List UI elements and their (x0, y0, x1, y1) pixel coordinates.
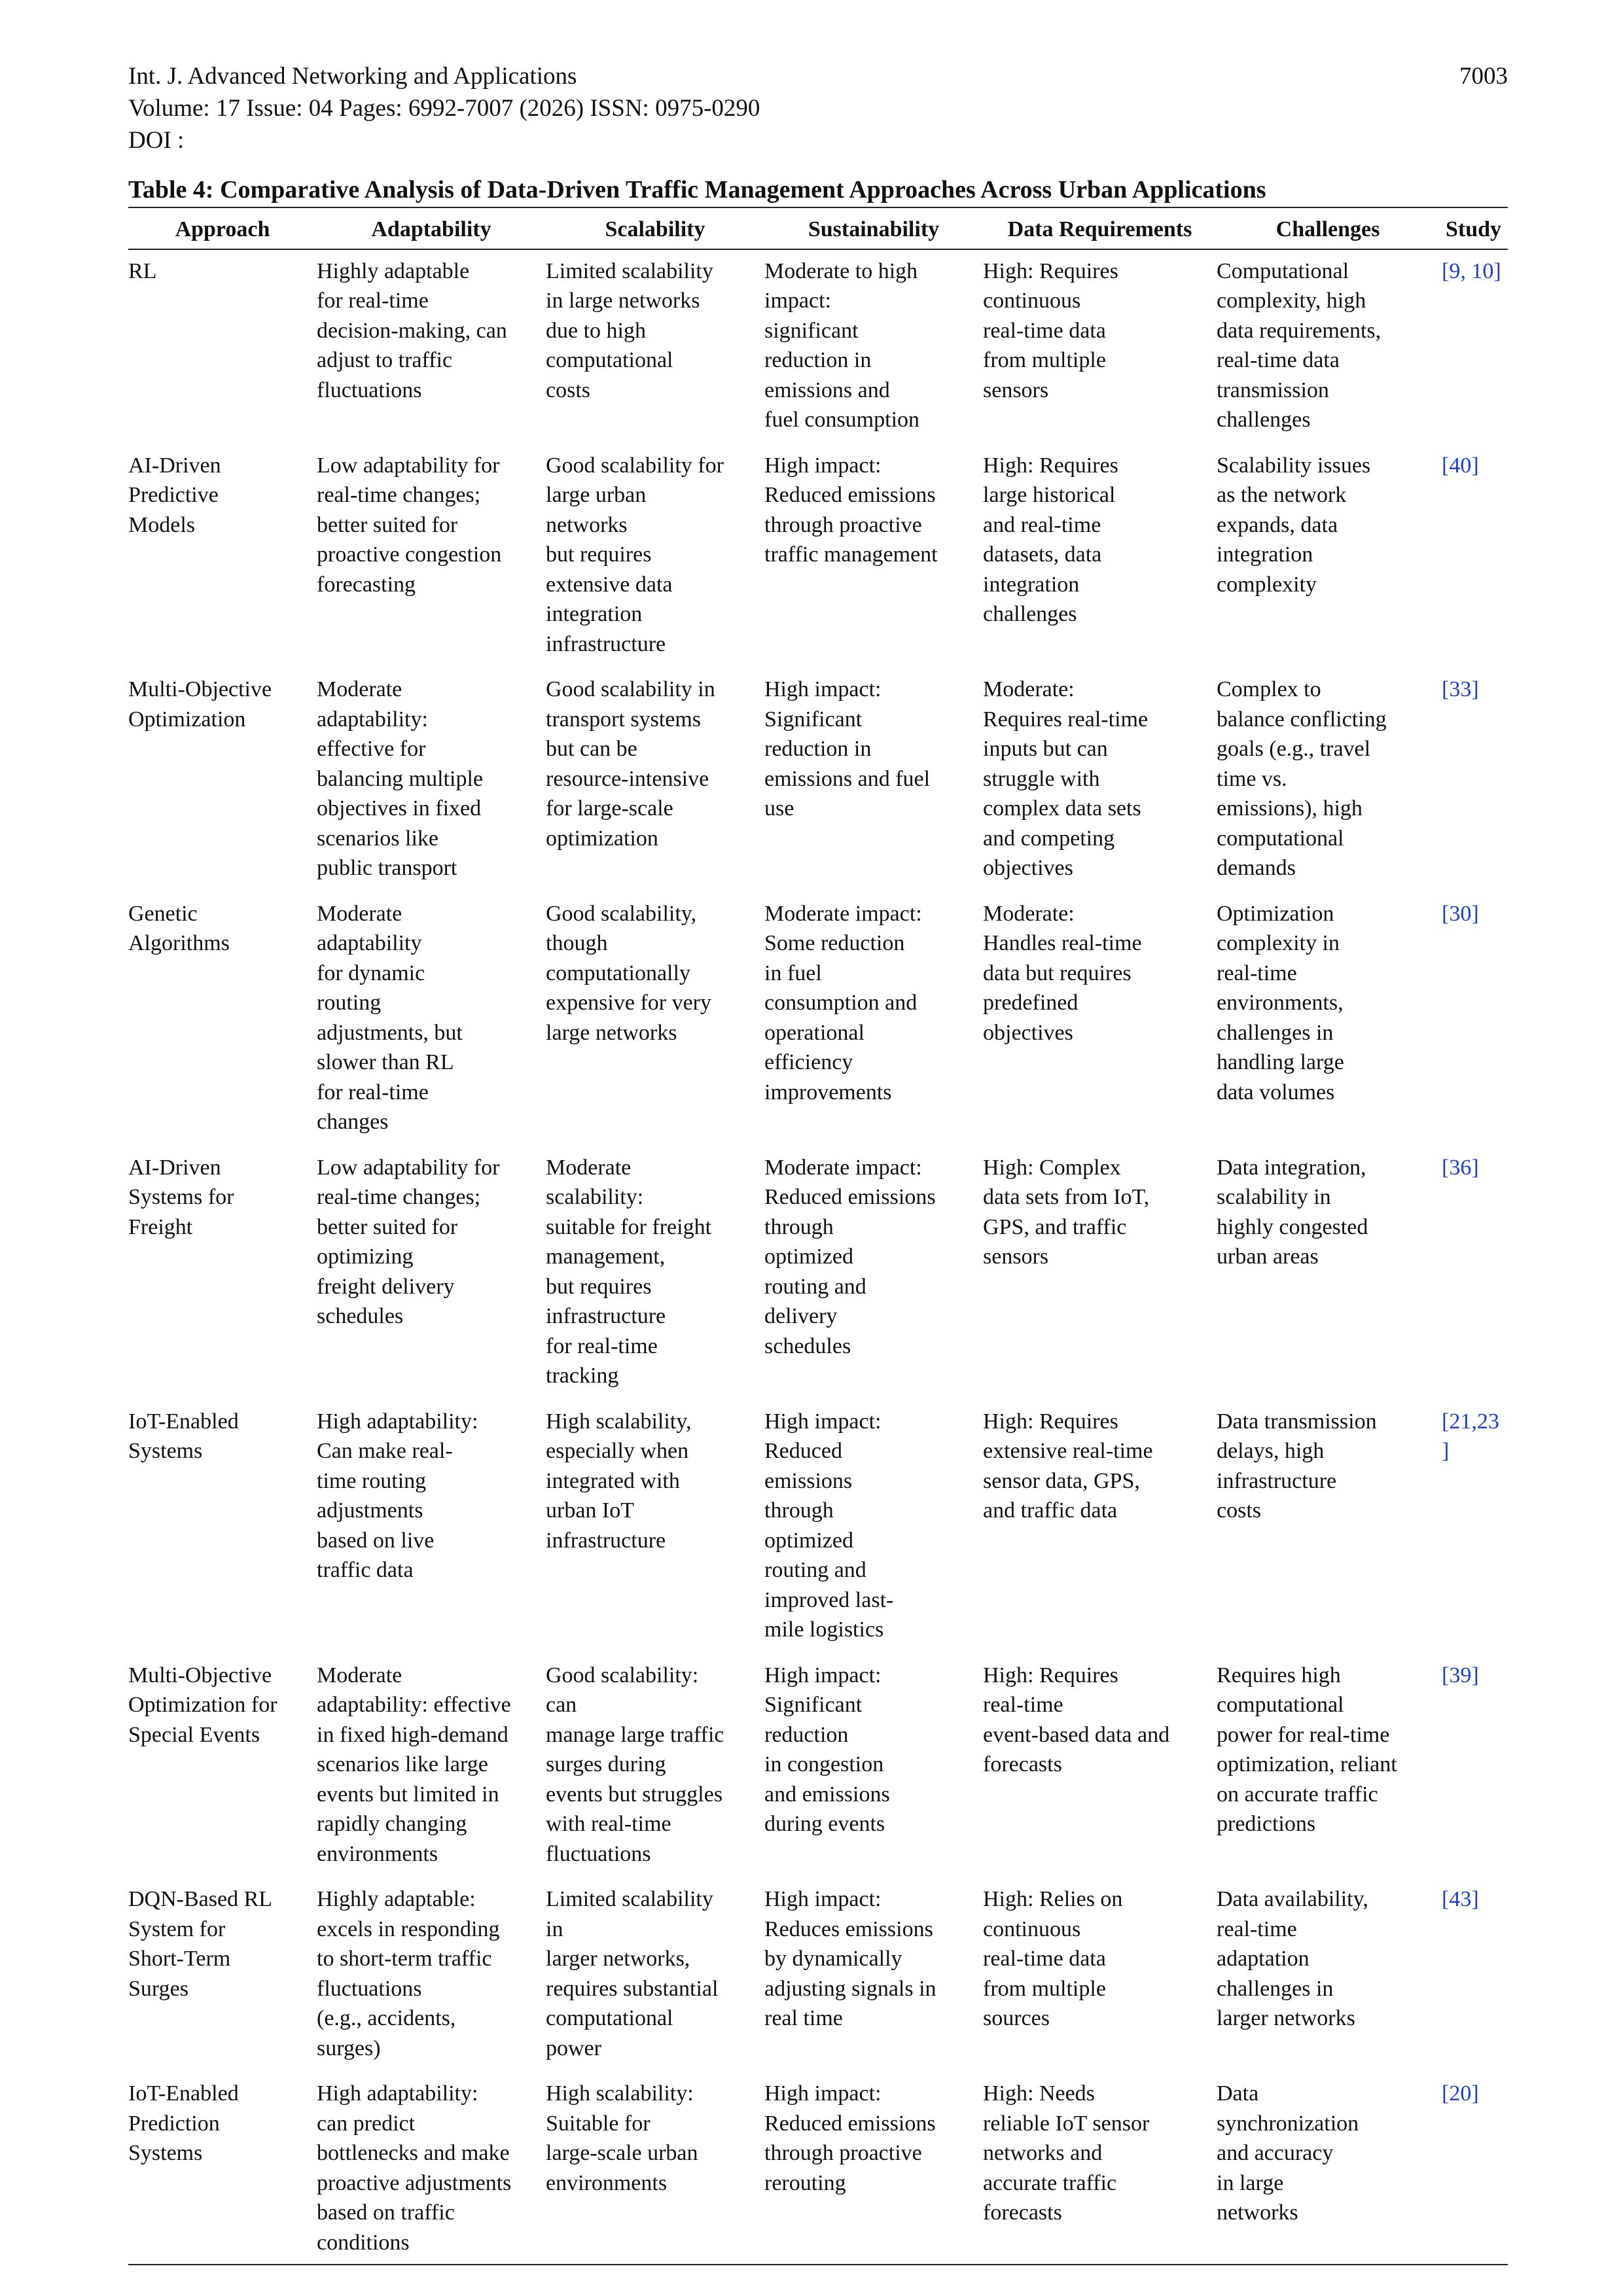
approach-cell: RL (128, 258, 157, 283)
column-header-challenges: Challenges (1217, 207, 1439, 249)
study-reference-link[interactable]: [21,23] (1442, 1409, 1499, 1463)
study-reference-link[interactable]: [39] (1442, 1663, 1479, 1687)
scalability-cell: Good scalability for large urban networks but requires extensive data integration infrastructure (546, 453, 724, 656)
study-reference-link[interactable]: [30] (1442, 901, 1479, 926)
approach-cell: Multi-Objective Optimization for Special Events (128, 1663, 277, 1747)
data-requirements-cell: High: Needs reliable IoT sensor networks and accurate traffic forecasts (983, 2072, 1217, 2265)
study-reference-link[interactable]: [20] (1439, 2072, 1508, 2265)
adaptability-cell: Moderate adaptability: effective in fixed high-demand scenarios like large events but limited in rapidly changing environments (317, 1663, 511, 1866)
journal-name: Int. J. Advanced Networking and Applications (128, 63, 577, 90)
adaptability-cell: Low adaptability for real-time changes; better suited for proactive congestion forecasting (317, 453, 502, 597)
sustainability-cell: High impact: Reduced emissions through proactive rerouting (764, 2072, 983, 2265)
approach-cell: DQN-Based RL System for Short-Term Surges (128, 1887, 273, 2001)
column-header-approach: Approach (128, 207, 317, 249)
sustainability-cell: High impact: Reduces emissions by dynamically adjusting signals in real time (764, 1887, 936, 2030)
challenges-cell: Data synchronization and accuracy in large networks (1217, 2072, 1439, 2265)
scalability-cell: Limited scalability in large networks due to high computational costs (546, 258, 713, 402)
adaptability-cell: High adaptability: Can make real- time routing adjustments based on live traffic data (317, 1409, 478, 1582)
approach-cell: Genetic Algorithms (128, 901, 230, 955)
approach-cell: IoT-Enabled Prediction Systems (128, 2072, 317, 2265)
table-row (128, 1146, 1508, 1400)
scalability-cell: High scalability: Suitable for large-scale urban environments (546, 2072, 764, 2265)
study-reference-link[interactable]: [43] (1442, 1887, 1479, 1911)
challenges-cell: Requires high computational power for real-time optimization, reliant on accurate traffic predictions (1217, 1663, 1397, 1836)
table-row (128, 444, 1508, 669)
column-header-adaptability: Adaptability (317, 207, 546, 249)
study-reference-link[interactable]: [36] (1442, 1155, 1479, 1180)
table-header-row (128, 207, 1508, 249)
data-requirements-cell: High: Complex data sets from IoT, GPS, and traffic sensors (983, 1155, 1150, 1269)
data-requirements-cell: High: Requires continuous real-time data from multiple sensors (983, 258, 1118, 402)
challenges-cell: Data integration, scalability in highly congested urban areas (1217, 1155, 1368, 1269)
challenges-cell: Data availability, real-time adaptation challenges in larger networks (1217, 1887, 1368, 2030)
page-header (128, 60, 1508, 156)
scalability-cell: Good scalability in transport systems but can be resource-intensive for large-scale optimization (546, 677, 715, 851)
study-reference-link[interactable]: [40] (1442, 453, 1479, 478)
challenges-cell: Optimization complexity in real-time environments, challenges in handling large data volumes (1217, 901, 1344, 1104)
sustainability-cell: Moderate to high impact: significant reduction in emissions and fuel consumption (764, 258, 920, 432)
data-requirements-cell: High: Requires extensive real-time sensor data, GPS, and traffic data (983, 1409, 1153, 1523)
approach-cell: IoT-Enabled Systems (128, 1409, 239, 1463)
doi-label: DOI : (128, 127, 185, 154)
table-row (128, 892, 1508, 1146)
approach-cell: Multi-Objective Optimization (128, 677, 272, 732)
study-reference-link[interactable]: [33] (1442, 677, 1479, 701)
scalability-cell: Limited scalability in larger networks, requires substantial computational power (546, 1887, 719, 2060)
adaptability-cell: Moderate adaptability for dynamic routing adjustments, but slower than RL for real-time changes (317, 901, 463, 1134)
table-row (128, 249, 1508, 444)
data-requirements-cell: High: Relies on continuous real-time data from multiple sources (983, 1887, 1123, 2030)
study-reference-link[interactable]: [9, 10] (1442, 258, 1501, 283)
adaptability-cell: Highly adaptable for real-time decision-making, can adjust to traffic fluctuations (317, 258, 507, 402)
sustainability-cell: High impact: Reduced emissions through optimized routing and improved last- mile logistics (764, 1409, 894, 1642)
sustainability-cell: High impact: Significant reduction in congestion and emissions during events (764, 1663, 890, 1836)
data-requirements-cell: High: Requires real-time event-based data and forecasts (983, 1663, 1170, 1776)
volume-info: Volume: 17 Issue: 04 Pages: 6992-7007 (2026) ISSN: 0975-0290 (128, 95, 760, 122)
table-row (128, 2072, 1508, 2265)
comparison-table-container (128, 207, 1508, 2265)
adaptability-cell: Moderate adaptability: effective for balancing multiple objectives in fixed scenarios like public transport (317, 677, 483, 880)
page-number: 7003 (1459, 63, 1508, 90)
scalability-cell: Good scalability: can manage large traffic surges during events but struggles with real-time fluctuations (546, 1663, 724, 1866)
approach-cell: AI-Driven Predictive Models (128, 453, 221, 537)
sustainability-cell: High impact: Reduced emissions through proactive traffic management (764, 453, 938, 567)
column-header-sustainability: Sustainability (764, 207, 983, 249)
challenges-cell: Scalability issues as the network expands, data integration complexity (1217, 453, 1371, 597)
table-row (128, 1878, 1508, 2072)
scalability-cell: Good scalability, though computationally expensive for very large networks (546, 901, 712, 1045)
scalability-cell: High scalability, especially when integrated with urban IoT infrastructure (546, 1409, 692, 1553)
adaptability-cell: Low adaptability for real-time changes; better suited for optimizing freight delivery schedules (317, 1155, 500, 1328)
data-requirements-cell: High: Requires large historical and real-time datasets, data integration challenges (983, 453, 1118, 626)
comparison-table (128, 207, 1508, 2265)
data-requirements-cell: Moderate: Requires real-time inputs but can struggle with complex data sets and competing objectives (983, 677, 1149, 880)
column-header-data-requirements: Data Requirements (983, 207, 1217, 249)
column-header-study: Study (1439, 207, 1508, 249)
table-row (128, 1654, 1508, 1879)
challenges-cell: Data transmission delays, high infrastructure costs (1217, 1409, 1377, 1523)
table-row (128, 1400, 1508, 1654)
column-header-scalability: Scalability (546, 207, 764, 249)
adaptability-cell: High adaptability: can predict bottlenecks and make proactive adjustments based on traffic conditions (317, 2072, 546, 2265)
sustainability-cell: High impact: Significant reduction in emissions and fuel use (764, 677, 931, 821)
challenges-cell: Computational complexity, high data requirements, real-time data transmission challenges (1217, 258, 1382, 432)
approach-cell: AI-Driven Systems for Freight (128, 1155, 234, 1239)
data-requirements-cell: Moderate: Handles real-time data but requires predefined objectives (983, 901, 1142, 1045)
challenges-cell: Complex to balance conflicting goals (e.g., travel time vs. emissions), high computational demands (1217, 677, 1387, 880)
sustainability-cell: Moderate impact: Reduced emissions through optimized routing and delivery schedules (764, 1155, 936, 1358)
sustainability-cell: Moderate impact: Some reduction in fuel consumption and operational efficiency improvements (764, 901, 922, 1104)
table-row (128, 668, 1508, 892)
scalability-cell: Moderate scalability: suitable for freight management, but requires infrastructure for real-time tracking (546, 1155, 712, 1388)
table-title: Table 4: Comparative Analysis of Data-Driven Traffic Management Approaches Across Urban Applications (128, 176, 1266, 203)
adaptability-cell: Highly adaptable: excels in responding to short-term traffic fluctuations (e.g., accidents, surges) (317, 1887, 500, 2060)
